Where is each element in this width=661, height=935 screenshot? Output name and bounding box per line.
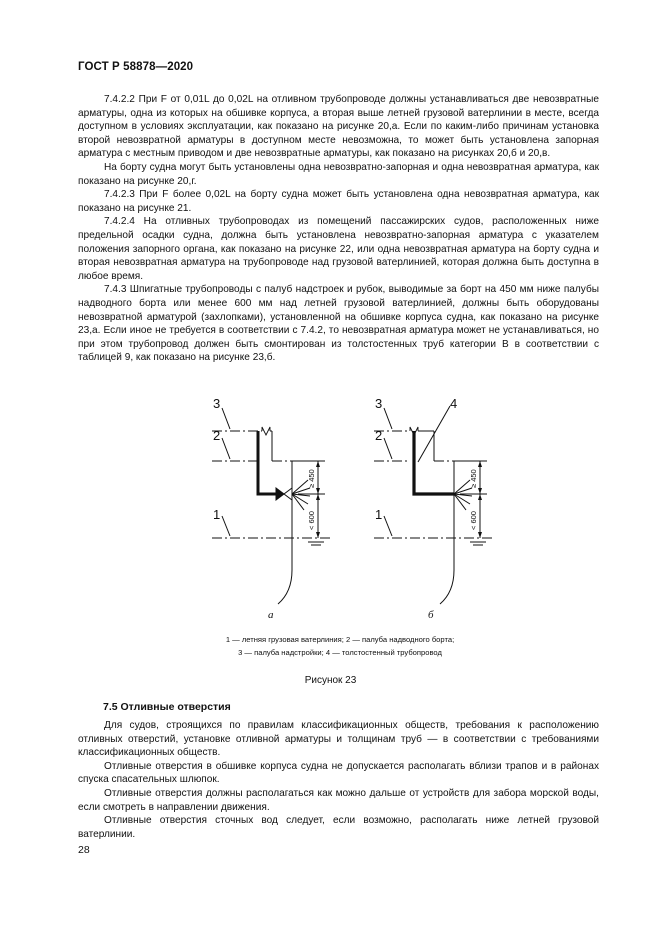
subfigure-a-label: а: [268, 609, 274, 621]
label-3: 3: [213, 396, 221, 411]
dim-lower: < 600: [307, 511, 316, 530]
paragraph: 7.4.2.3 При F более 0,02L на борту судна может быть установлена одна невозвратная арматура, как показано на рисунке 21.: [78, 189, 599, 214]
figure-caption: Рисунок 23: [304, 675, 357, 686]
section-heading: 7.5 Отливные отверстия: [103, 701, 231, 713]
label-2: 2: [375, 428, 383, 443]
label-4: 4: [450, 396, 458, 411]
paragraph: Отливные отверстия в обшивке корпуса судна не допускается располагать вблизи трапов и в районах спуска спасательных шлюпок.: [78, 760, 599, 786]
body-text-section: [78, 719, 599, 841]
subfigure-b-label: б: [428, 609, 434, 621]
paragraph: Для судов, строящихся по правилам классификационных обществ, требования к расположению отливных отверстий, установке отливной арматуры и толщинам труб — в соответствии с требованиями классификационных обществ.: [78, 720, 599, 759]
figure-23-drawing: [200, 392, 500, 622]
dim-lower: < 600: [469, 511, 478, 530]
paragraph: Отливные отверстия должны располагаться как можно дальше от устройств для забора морской воды, если смотреть в направлении движения.: [78, 787, 599, 813]
label-2: 2: [213, 428, 221, 443]
subfigure-b: [374, 406, 492, 604]
page-number: 28: [78, 844, 90, 856]
label-1: 1: [213, 507, 221, 522]
paragraph: 7.4.3 Шпигатные трубопроводы с палуб надстроек и рубок, выводимые за борт на 450 мм ниже палубы надводного борта или менее 600 мм над летней грузовой ватерлинией, должны быть оборудованы невозвратной арматурой (захлопками), установленной на обшивке корпуса судна, как показано на рисунке 23,а. Если иное не требуется в соответствии с 7.4.2, то невозвратная арматура может не устанавливаться, но при этом трубопровод должен быть смонтирован из толстостенных труб категории В в соответствии с таблицей 9, как показано на рисунке 23,б.: [78, 284, 599, 364]
dim-upper: ≥ 450: [307, 469, 316, 488]
paragraph: 7.4.2.4 На отливных трубопроводах из помещений пассажирских судов, расположенных ниже предельной осадки судна, должна быть установлена невозвратно-запорная арматура с указателем положения запорного органа, как показано на рисунке 22, или одна невозвратная арматура на борту судна и вторая невозвратная арматура на трубопроводе над грузовой ватерлинией, которая должна быть доступна в любое время.: [78, 216, 599, 282]
label-3: 3: [375, 396, 383, 411]
figure-legend-line-2: 3 — палуба надстройки; 4 — толстостенный трубопровод: [238, 648, 442, 657]
subfigure-a: [212, 408, 330, 604]
paragraph: На борту судна могут быть установлены одна невозвратно-запорная и одна невозвратная арматура, как показано на рисунке 20,г.: [78, 161, 599, 187]
dim-upper: ≥ 450: [469, 469, 478, 488]
document-header: ГОСТ Р 58878—2020: [78, 61, 194, 73]
body-text-top: [78, 93, 599, 365]
paragraph: 7.4.2.2 При F от 0,01L до 0,02L на отливном трубопроводе должны устанавливаться две невозвратные арматуры, одна из которых на обшивке корпуса, а вторая выше летней грузовой ватерлинии в месте, всегда доступном в условиях эксплуатации, как показано на рисунке 20,а. Если по каким-либо причинам установка второй невозвратной арматуры в доступном месте невозможна, то может быть установлена запорная арматура с местным приводом и две невозвратные арматуры, как показано на рисунках 20,б и 20,в.: [78, 94, 599, 160]
label-1: 1: [375, 507, 383, 522]
paragraph: Отливные отверстия сточных вод следует, если возможно, располагать ниже летней грузовой ватерлинии.: [78, 815, 599, 840]
figure-legend-line-1: 1 — летняя грузовая ватерлиния; 2 — палуба надводного борта;: [225, 635, 455, 644]
